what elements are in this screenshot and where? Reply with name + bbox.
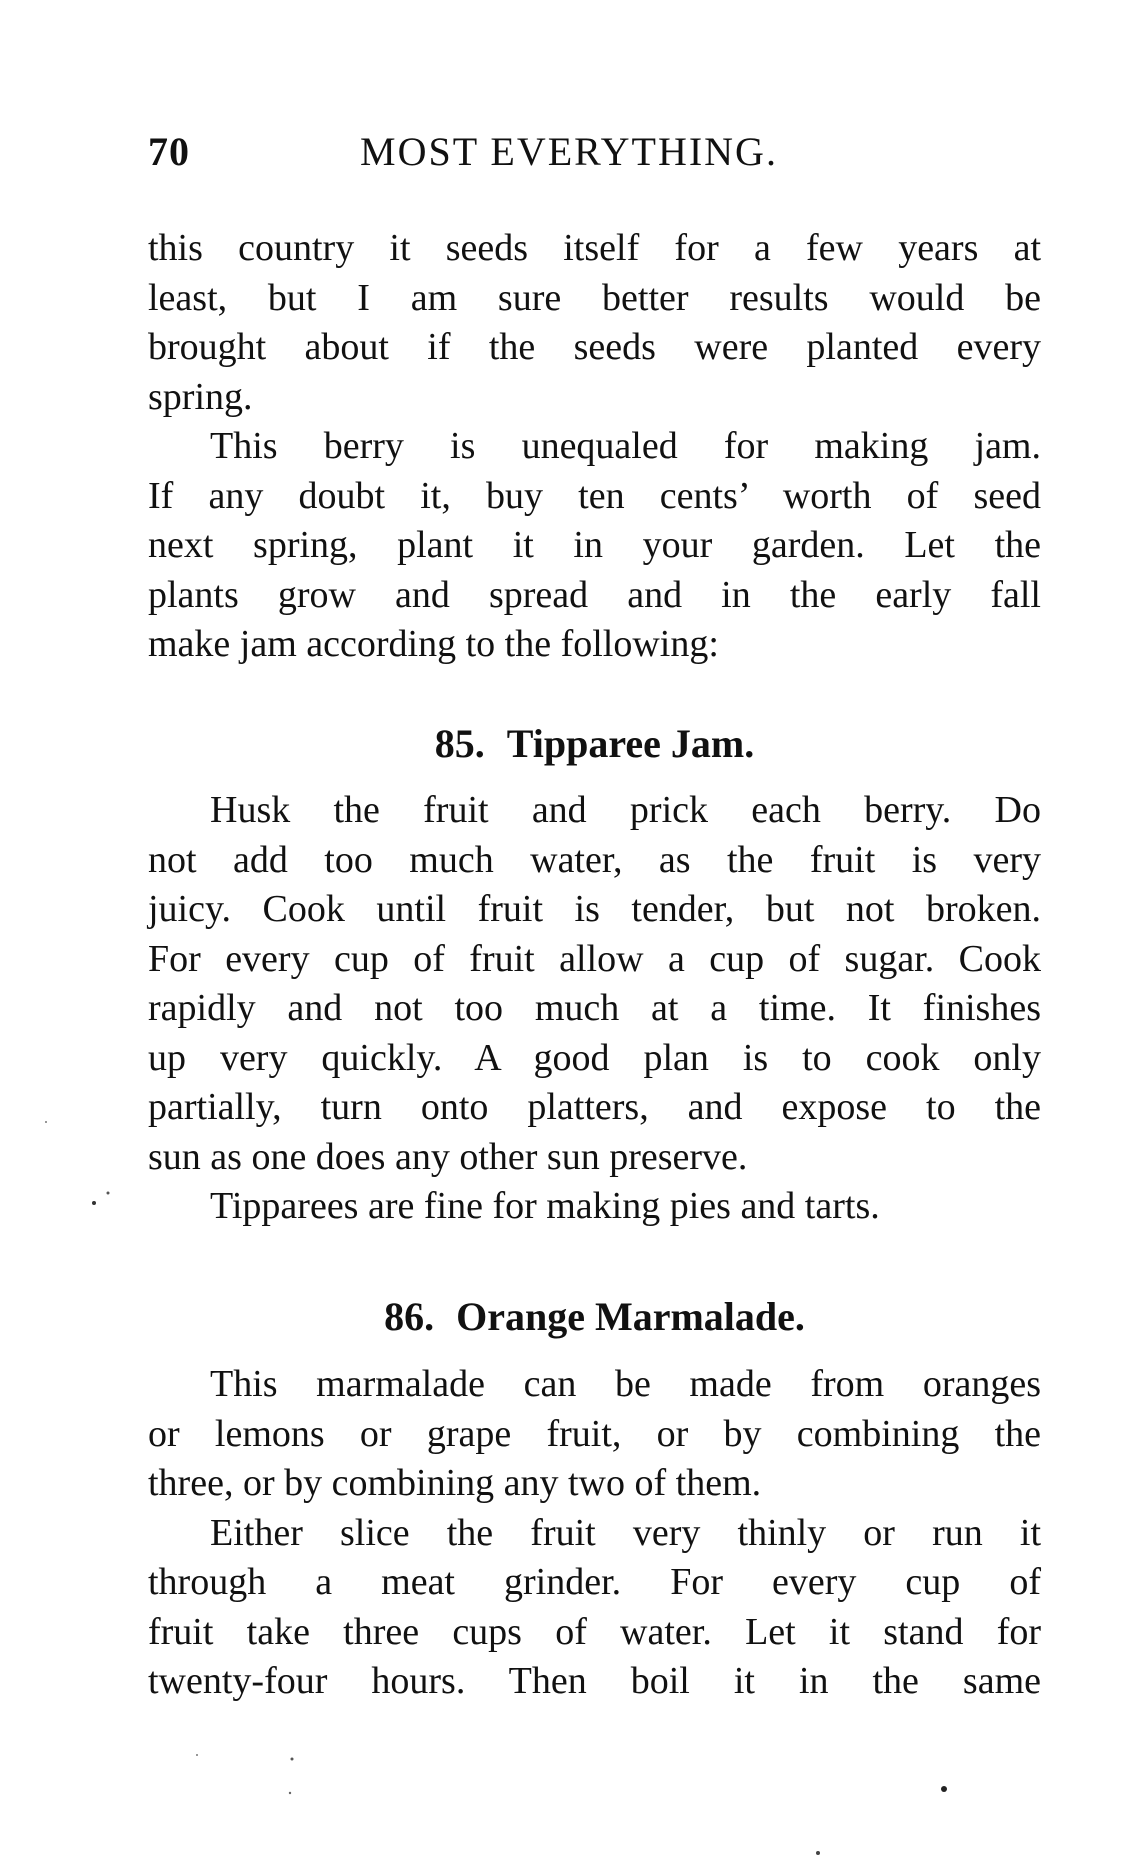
text-line: plants grow and spread and in the early fall (148, 573, 1041, 616)
text-line: next spring, plant it in your garden. Let the (148, 524, 1041, 566)
text-line: three, or by combining any two of them. (148, 1462, 762, 1504)
text-line: This marmalade can be made from oranges (210, 1363, 1041, 1405)
speck (45, 1121, 47, 1123)
recipe-85-text (148, 786, 1041, 1232)
text-line: not add too much water, as the fruit is very (148, 838, 1041, 881)
speck (291, 1758, 294, 1761)
recipe-85-heading (148, 720, 1041, 767)
text-line: this country it seeds itself for a few years at (148, 227, 1041, 269)
recipe-title: Orange Marmalade. (456, 1294, 805, 1339)
text-line: make jam according to the following: (148, 623, 719, 665)
text-line: This berry is unequaled for making jam. (210, 425, 1041, 467)
text-line: rapidly and not too much at a time. It finishes (148, 987, 1041, 1029)
page-header (148, 128, 1048, 178)
speck (816, 1851, 820, 1855)
text-line: sun as one does any other sun preserve. (148, 1135, 748, 1178)
text-line: through a meat grinder. For every cup of (148, 1561, 1041, 1603)
text-line: partially, turn onto platters, and expose to the (148, 1086, 1041, 1128)
text-line: Tipparees are fine for making pies and tarts. (210, 1185, 880, 1227)
recipe-86-heading (148, 1293, 1041, 1340)
text-line: or lemons or grape fruit, or by combining the (148, 1412, 1041, 1455)
speck (196, 1754, 198, 1756)
recipe-86-text (148, 1360, 1041, 1707)
recipe-number: 86. (384, 1294, 435, 1339)
text-line: spring. (148, 375, 253, 418)
text-line: For every cup of fruit allow a cup of sugar. Cook (148, 937, 1041, 980)
speck (941, 1786, 947, 1792)
text-line: twenty-four hours. Then boil it in the same (148, 1660, 1041, 1702)
intro-text (148, 224, 1041, 670)
recipe-number: 85. (434, 721, 485, 766)
text-line: If any doubt it, buy ten cents’ worth of seed (148, 474, 1041, 517)
text-line: least, but I am sure better results would be (148, 276, 1041, 319)
page-number: 70 (148, 129, 190, 174)
text-line: Either slice the fruit very thinly or run it (210, 1511, 1041, 1554)
speck (92, 1201, 96, 1205)
speck (289, 1792, 291, 1794)
text-line: Husk the fruit and prick each berry. Do (210, 789, 1041, 831)
text-line: brought about if the seeds were planted every (148, 326, 1041, 368)
text-line: up very quickly. A good plan is to cook only (148, 1036, 1041, 1079)
text-line: juicy. Cook until fruit is tender, but not broken. (148, 888, 1041, 930)
text-line: fruit take three cups of water. Let it stand for (148, 1610, 1041, 1653)
recipe-title: Tipparee Jam. (506, 721, 755, 766)
speck (107, 1192, 110, 1195)
running-head: MOST EVERYTHING. (360, 129, 778, 174)
